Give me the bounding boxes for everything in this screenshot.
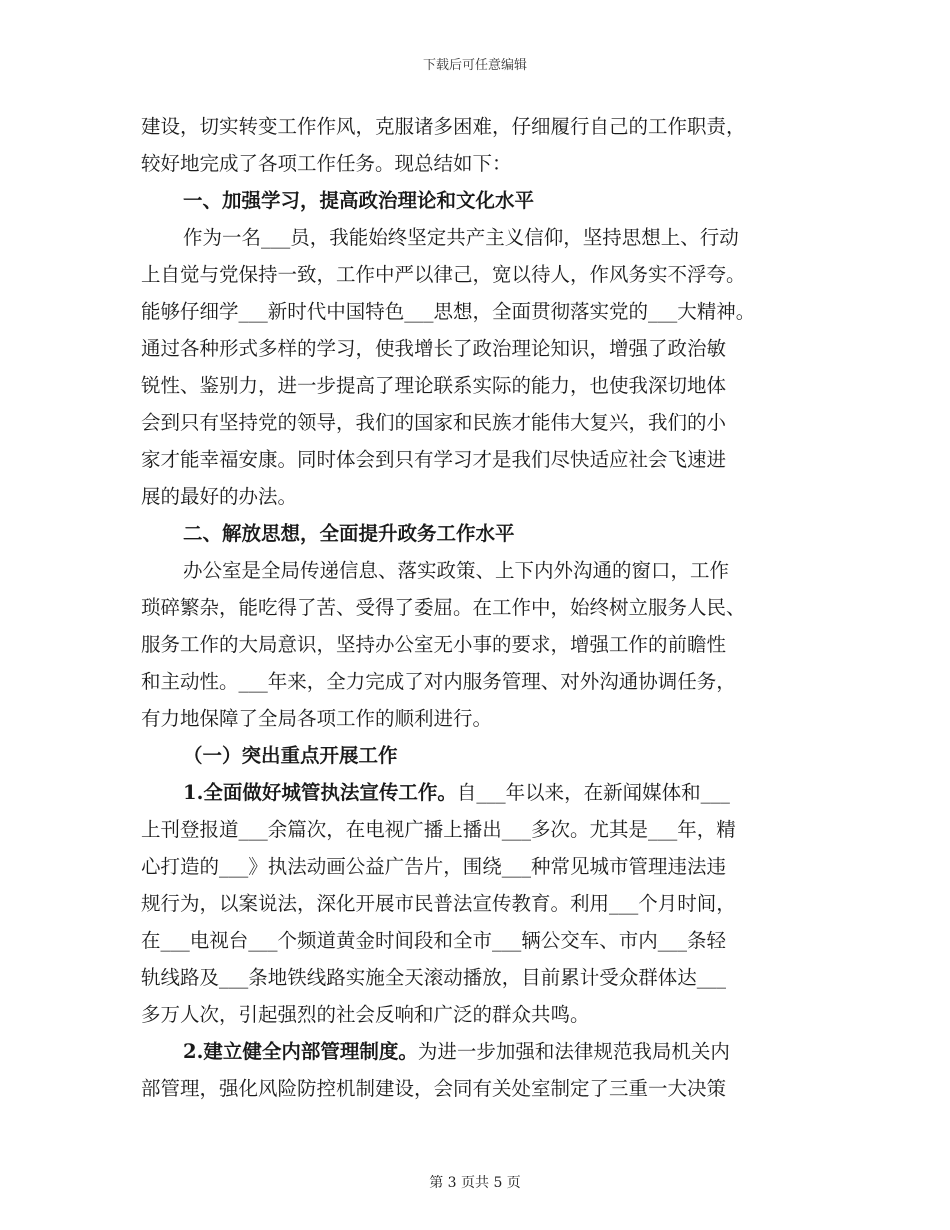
- text-line: 展的最好的办法。: [141, 485, 298, 508]
- text-line: 作为一名___员，我能始终坚定共产主义信仰，坚持思想上、行动: [183, 226, 739, 249]
- item-lead: 1.全面做好城管执法宣传工作。: [183, 781, 457, 804]
- text-line: 轨线路及___条地铁线路实施全天滚动播放，目前累计受众群体达___: [141, 966, 727, 989]
- text-line: 部管理，强化风险防控机制建设，会同有关处室制定了三重一大决策: [141, 1077, 727, 1100]
- text-line: 上刊登报道___余篇次，在电视广播上播出___多次。尤其是___年，精: [141, 818, 736, 841]
- text-line: 能够仔细学___新时代中国特色___思想，全面贯彻落实党的___大精神。: [141, 300, 756, 323]
- text-line: 多万人次，引起强烈的社会反响和广泛的群众共鸣。: [141, 1003, 590, 1026]
- text-line: 和主动性。___年来，全力完成了对内服务管理、对外沟通协调任务，: [141, 670, 736, 693]
- text-line: 通过各种形式多样的学习，使我增长了政治理论知识，增强了政治敏: [141, 337, 727, 360]
- text-line: 家才能幸福安康。同时体会到只有学习才是我们尽快适应社会飞速进: [141, 448, 727, 471]
- subsection-heading: （一）突出重点开展工作: [183, 744, 398, 767]
- text-line: 琐碎繁杂，能吃得了苦、受得了委屈。在工作中，始终树立服务人民、: [141, 596, 746, 619]
- text-line: 较好地完成了各项工作任务。现总结如下：: [141, 152, 512, 175]
- text-line: 有力地保障了全局各项工作的顺利进行。: [141, 707, 493, 730]
- text-line: [141, 774, 812, 811]
- text-line: 会到只有坚持党的领导，我们的国家和民族才能伟大复兴，我们的小: [141, 411, 727, 434]
- item-text: 自___年以来，在新闻媒体和___: [456, 781, 730, 804]
- text-line: 建设，切实转变工作作风，克服诸多困难，仔细履行自己的工作职责，: [141, 115, 746, 138]
- page-footer: 第 3 页共 5 页: [429, 1175, 521, 1191]
- section-heading: 二、解放思想，全面提升政务工作水平: [183, 522, 515, 545]
- text-line: 服务工作的大局意识，坚持办公室无小事的要求，增强工作的前瞻性: [141, 633, 727, 656]
- text-line: 心打造的___》执法动画公益广告片，围绕___种常见城市管理违法违: [141, 855, 727, 878]
- item-lead: 2.建立健全内部管理制度。: [183, 1040, 418, 1063]
- section-heading: 一、加强学习，提高政治理论和文化水平: [183, 189, 535, 212]
- text-line: [141, 1033, 812, 1070]
- text-line: 规行为，以案说法，深化开展市民普法宣传教育。利用___个月时间，: [141, 892, 736, 915]
- page-header: 下载后可任意编辑: [422, 58, 527, 73]
- text-line: 上自觉与党保持一致，工作中严以律己，宽以待人，作风务实不浮夸。: [141, 263, 746, 286]
- item-text: 为进一步加强和法律规范我局机关内: [417, 1040, 730, 1063]
- text-line: 在___电视台___个频道黄金时间段和全市___辆公交车、市内___条轻: [141, 929, 727, 952]
- text-line: 锐性、鉴别力，进一步提高了理论联系实际的能力，也使我深切地体: [141, 374, 727, 397]
- document-body: [141, 108, 812, 1107]
- text-line: 办公室是全局传递信息、落实政策、上下内外沟通的窗口，工作: [183, 559, 730, 582]
